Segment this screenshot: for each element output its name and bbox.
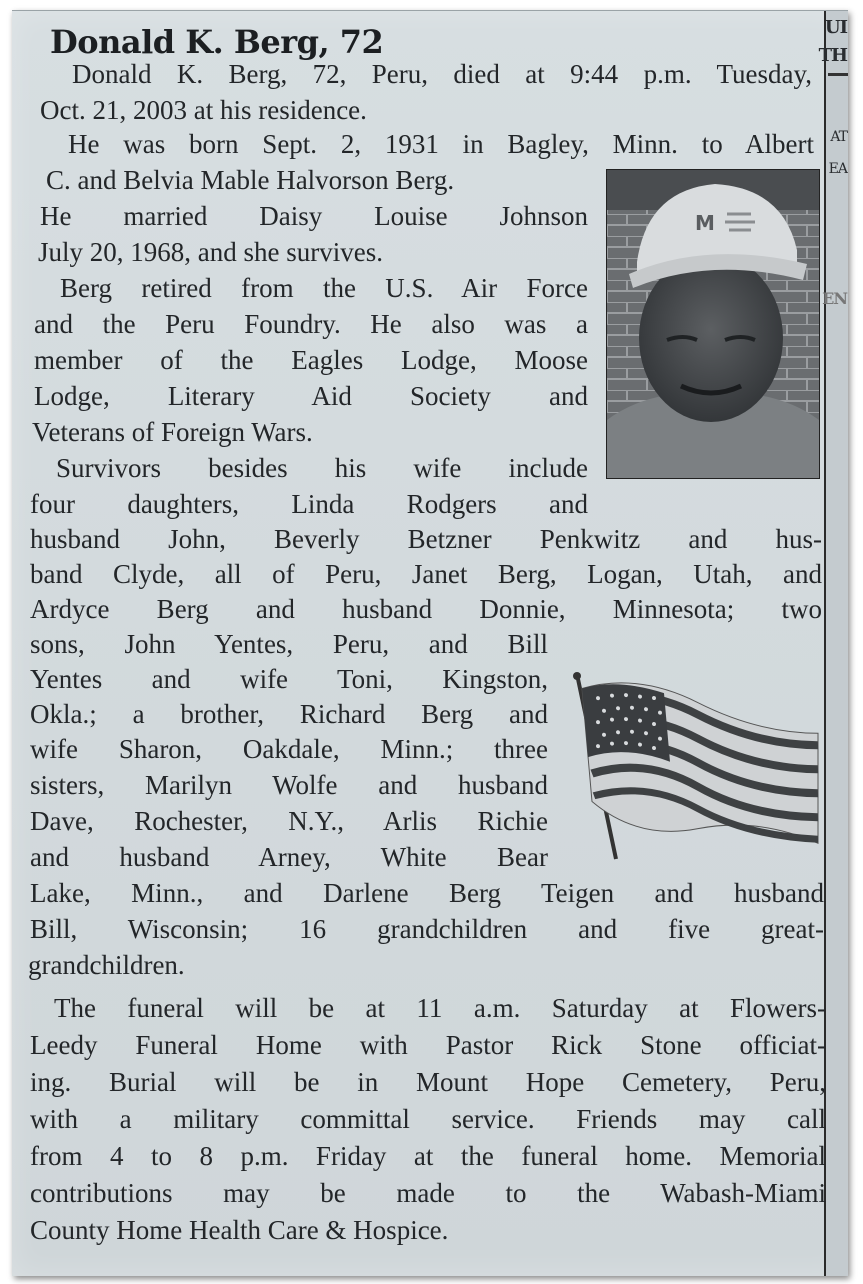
body-line: Survivors besides his wife include: [56, 453, 588, 483]
portrait-photo: [606, 169, 820, 479]
body-line: sons, John Yentes, Peru, and Bill: [30, 629, 548, 659]
body-line: sisters, Marilyn Wolfe and husband: [30, 770, 548, 800]
body-line: Lake, Minn., and Darlene Berg Teigen and husband: [30, 878, 824, 908]
american-flag: [568, 667, 828, 867]
body-line: C. and Belvia Mable Halvorson Berg.: [46, 165, 455, 195]
american-flag-icon: [568, 667, 828, 867]
body-line: Dave, Rochester, N.Y., Arlis Richie: [30, 806, 548, 836]
edge-fragment: AT: [830, 129, 847, 145]
body-line: Yentes and wife Toni, Kingston,: [30, 664, 548, 694]
body-line: Donald K. Berg, 72, Peru, died at 9:44 p.m. Tuesday,: [72, 59, 812, 89]
newspaper-clipping: [12, 10, 848, 1276]
body-line: Ardyce Berg and husband Donnie, Minnesota; two: [30, 594, 822, 624]
body-line: and husband Arney, White Bear: [30, 842, 548, 872]
body-line: with a military committal service. Friends may call: [30, 1104, 826, 1134]
body-line: Lodge, Literary Aid Society and: [34, 381, 588, 411]
portrait-photo-man-in-cap-icon: [607, 170, 819, 478]
body-line: grandchildren.: [28, 950, 185, 980]
body-line: Berg retired from the U.S. Air Force: [60, 273, 588, 303]
body-line: husband John, Beverly Betzner Penkwitz and hus-: [30, 524, 822, 554]
svg-text:M: M: [695, 211, 715, 235]
body-line: contributions may be made to the Wabash-Miami: [30, 1178, 826, 1208]
body-line: He married Daisy Louise Johnson: [40, 201, 588, 231]
body-line: He was born Sept. 2, 1931 in Bagley, Minn. to Albert: [68, 129, 814, 159]
body-line: from 4 to 8 p.m. Friday at the funeral home. Memorial: [30, 1141, 826, 1171]
body-line: Bill, Wisconsin; 16 grandchildren and five great-: [30, 914, 824, 944]
body-line: July 20, 1968, and she survives.: [38, 237, 383, 267]
body-line: Oct. 21, 2003 at his residence.: [40, 95, 367, 125]
body-line: ing. Burial will be in Mount Hope Cemetery, Peru,: [30, 1067, 826, 1097]
edge-fragment: EA: [828, 161, 847, 177]
edge-fragment: TH: [818, 45, 847, 66]
edge-fragment: UI: [824, 17, 847, 38]
body-line: Leedy Funeral Home with Pastor Rick Stone officiat-: [30, 1030, 826, 1060]
body-line: and the Peru Foundry. He also was a: [34, 309, 588, 339]
body-line: four daughters, Linda Rodgers and: [30, 489, 588, 519]
obituary-headline: Donald K. Berg, 72: [50, 23, 384, 61]
edge-rule: [828, 73, 848, 76]
edge-fragment: EN: [822, 289, 847, 308]
body-line: Okla.; a brother, Richard Berg and: [30, 699, 548, 729]
body-line: County Home Health Care & Hospice.: [30, 1215, 449, 1245]
body-line: Veterans of Foreign Wars.: [32, 417, 313, 447]
body-line: The funeral will be at 11 a.m. Saturday at Flowers-: [54, 993, 826, 1023]
body-line: wife Sharon, Oakdale, Minn.; three: [30, 734, 548, 764]
body-line: member of the Eagles Lodge, Moose: [34, 345, 588, 375]
body-line: band Clyde, all of Peru, Janet Berg, Logan, Utah, and: [30, 559, 822, 589]
adjacent-column-edge: [818, 11, 848, 1276]
